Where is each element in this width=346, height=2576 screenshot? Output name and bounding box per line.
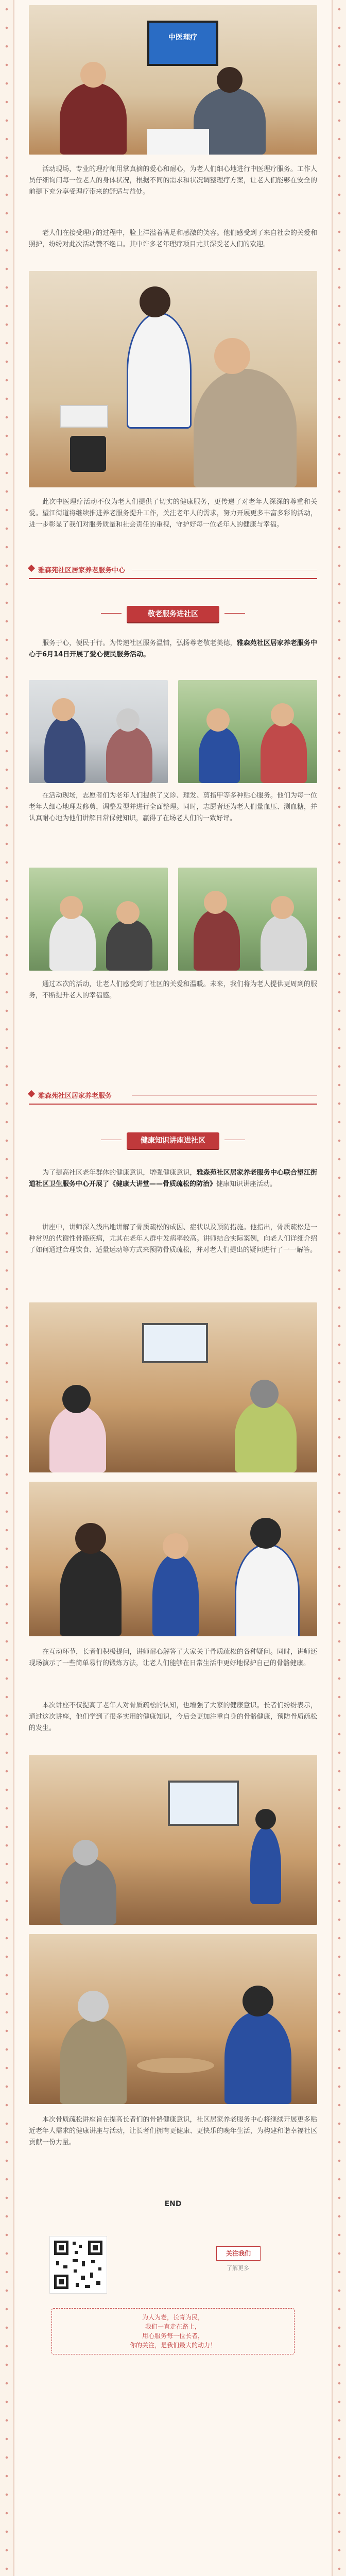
- person-head: [78, 1991, 109, 2022]
- person-figure: [261, 914, 307, 971]
- person-figure: [60, 1549, 122, 1636]
- person-figure: [60, 1858, 116, 1925]
- section2-paragraph-2: 讲座中，讲师深入浅出地讲解了骨质疏松的成因、症状以及预防措施。他指出，骨质疏松是一种常见的代谢性骨骼疾病，尤其在老年人群中发病率较高。讲师结合实际案例，向老人们详细介绍了如何通过合理饮食、适量运动等方式来预防骨质疏松，并对老人们提出的疑问进行了一一解答。: [29, 1224, 317, 1254]
- person-figure: [49, 1405, 106, 1472]
- section2-p1-suffix: 健康知识讲座活动。: [216, 1180, 277, 1188]
- footer-line-2: 我们一直走在路上，: [145, 2323, 201, 2330]
- person-head: [116, 708, 140, 732]
- photo-lecture-hall: [29, 1302, 317, 1472]
- tv-screen: [147, 21, 218, 66]
- elder-head: [214, 338, 250, 374]
- person-head: [60, 896, 83, 919]
- person-head: [80, 62, 106, 88]
- footer-slogan-box: [51, 2308, 295, 2354]
- person-head: [52, 698, 75, 721]
- section2-paragraph-3: 在互动环节，长者们积极提问，讲师耐心解答了大家关于骨质疏松的各种疑问。同时，讲师还现场演示了一些简单易行的锻炼方法，让老人们能够在日常生活中更好地保护自己的骨骼健康。: [29, 1648, 317, 1667]
- screen-text: 中医理疗: [168, 33, 197, 42]
- end-label: END: [164, 2200, 182, 2208]
- person-head: [250, 1380, 279, 1408]
- person-head: [206, 708, 230, 732]
- person-head: [271, 703, 294, 726]
- person-head: [217, 67, 243, 93]
- footer-line-3: 用心服务每一位长者，: [142, 2332, 204, 2340]
- learn-more-link[interactable]: 了解更多: [227, 2265, 249, 2272]
- section2-paragraph-4: 本次讲座不仅提高了老年人对骨质疏松的认知，也增强了大家的健康意识。长者们纷纷表示，通过这次讲座，他们学到了很多实用的健康知识，今后会更加注重自身的骨骼健康，预防骨质疏松的发生。: [29, 1702, 317, 1732]
- photo-haircut-1: [29, 680, 168, 783]
- intro-paragraph-3: 此次中医理疗活动不仅为老人们提供了切实的健康服务，更传递了对老年人深深的尊重和关爱。望江街道将继续推进养老服务提升工作，关注老年人的需求，努力开展更多丰富多彩的活动，进一步彰显了我们对服务质量和社会责任的重视，守护好每一位老年人的健康与幸福。: [29, 498, 317, 529]
- section2-p1-prefix: 为了提高社区老年群体的健康意识，增强健康意识，: [42, 1169, 197, 1177]
- title-rule: [132, 1095, 317, 1096]
- bp-monitor: [60, 405, 108, 428]
- section1-paragraph-3: 通过本次的活动，让老人们感受到了社区的关爱和温暖。未来，我们将为老人提供更周到的服务，不断提升老人的幸福感。: [29, 980, 317, 999]
- person-head: [62, 1385, 91, 1413]
- photo-tcm-screen: [29, 5, 317, 155]
- photo-lecture-consult: [29, 1482, 317, 1636]
- footer-line-1: 为人为老，长青为民，: [142, 2314, 204, 2321]
- diamond-icon: [28, 565, 35, 572]
- person-head: [250, 1518, 281, 1549]
- presentation-screen: [142, 1323, 208, 1363]
- therapy-device: [147, 129, 209, 155]
- section-title-text: 雅森苑社区居家养老服务: [38, 1092, 112, 1100]
- elder-figure: [194, 369, 297, 487]
- section1-paragraph-2: 在活动现场，志愿者们为老年人们提供了义诊、理发、剪指甲等多种贴心服务。他们为每一位老年人细心地理发修剪，调整发型并进行全面整理。同时，志愿者还为老人们量血压、测血糖，并认真耐心地为他们讲解日常保健知识，赢得了在场老人们的一致好评。: [29, 792, 317, 822]
- person-figure: [60, 2016, 127, 2104]
- photo-outdoor-2: [29, 868, 168, 971]
- intro-paragraph-2: 老人们在接受理疗的过程中，脸上洋溢着满足和感激的笑容。他们感受到了来自社会的关爱和照护，纷纷对此次活动赞不绝口。其中许多老年理疗项目尤其深受老人们的欢迎。: [29, 229, 317, 248]
- presentation-screen: [168, 1781, 239, 1826]
- footer-line-4: 你的关注，是我们最大的动力！: [129, 2342, 216, 2349]
- section-title-text: 雅森苑社区居家养老服务中心: [38, 567, 126, 574]
- tablet: [70, 436, 106, 472]
- photo-blood-pressure: [29, 271, 317, 487]
- volunteer-figure: [127, 312, 192, 429]
- person-figure: [199, 726, 240, 783]
- photo-lecture-wide: [29, 1755, 317, 1925]
- section2-paragraph-1: [29, 1167, 317, 1190]
- person-figure: [49, 914, 96, 971]
- person-figure: [235, 1400, 297, 1472]
- person-head: [73, 1840, 98, 1866]
- volunteer-figure: [235, 1544, 300, 1636]
- section2-paragraph-5: 本次骨质疏松讲座旨在提高长者们的骨骼健康意识，社区居家养老服务中心将继续开展更多贴近老年人需求的健康讲座与活动，让长者们拥有更健康、更快乐的晚年生活，为构建和谐幸福社区贡献一份力量。: [29, 2116, 317, 2146]
- speaker-figure: [250, 1827, 281, 1904]
- person-figure: [152, 1554, 199, 1636]
- section1-p1-bold: 雅森苑社区居家养老服务中心于6月14日开展了爱心便民服务活动。: [29, 639, 317, 658]
- section1-p1-prefix: 服务于心，便民于行。为传递社区服务温情，弘扬尊老敬老美德，: [42, 639, 237, 647]
- qr-code: [49, 2236, 107, 2294]
- person-figure: [44, 716, 85, 783]
- person-figure: [224, 2011, 291, 2104]
- person-figure: [261, 721, 307, 783]
- section1-paragraph-1: [29, 638, 317, 660]
- left-dot-border: [2, 0, 11, 2576]
- person-figure: [106, 726, 152, 783]
- section2-p1-bold: 雅森苑社区居家养老服务中心联合望江街道社区卫生服务中心开展了《健康大讲堂——骨质疏松的防治》: [29, 1169, 317, 1188]
- diamond-icon: [28, 1090, 35, 1097]
- section2-banner: 健康知识讲座进社区: [127, 1132, 219, 1149]
- person-head: [75, 1523, 106, 1554]
- photo-lecture-audience: [29, 1934, 317, 2104]
- follow-us-button[interactable]: 关注我们: [216, 2246, 261, 2261]
- person-figure: [60, 82, 127, 155]
- person-figure: [194, 909, 240, 971]
- qr-code-graphic: [50, 2236, 107, 2293]
- volunteer-head: [140, 286, 170, 317]
- person-head: [204, 891, 227, 914]
- section-title-1: [29, 565, 317, 579]
- intro-paragraph-1: 活动现场，专业的理疗师用掌真摘的爱心和耐心，为老人们细心地进行中医理疗服务。工作人员仔细询问每一位老人的身体状况，根据不同的需求和状况调整理疗方案，让老人们能够在安全的前提下充分享受理疗带来的舒适与益处。: [29, 165, 317, 196]
- person-head: [116, 901, 140, 924]
- speaker-head: [255, 1809, 276, 1829]
- photo-outdoor-1: [178, 680, 317, 783]
- round-table: [137, 2058, 214, 2073]
- person-head: [271, 896, 294, 919]
- photo-outdoor-3: [178, 868, 317, 971]
- person-head: [163, 1533, 188, 1559]
- person-figure: [106, 919, 152, 971]
- person-head: [243, 1986, 273, 2016]
- section1-banner: 敬老服务进社区: [127, 606, 219, 622]
- right-dot-border: [335, 0, 344, 2576]
- section-title-2: [29, 1090, 317, 1105]
